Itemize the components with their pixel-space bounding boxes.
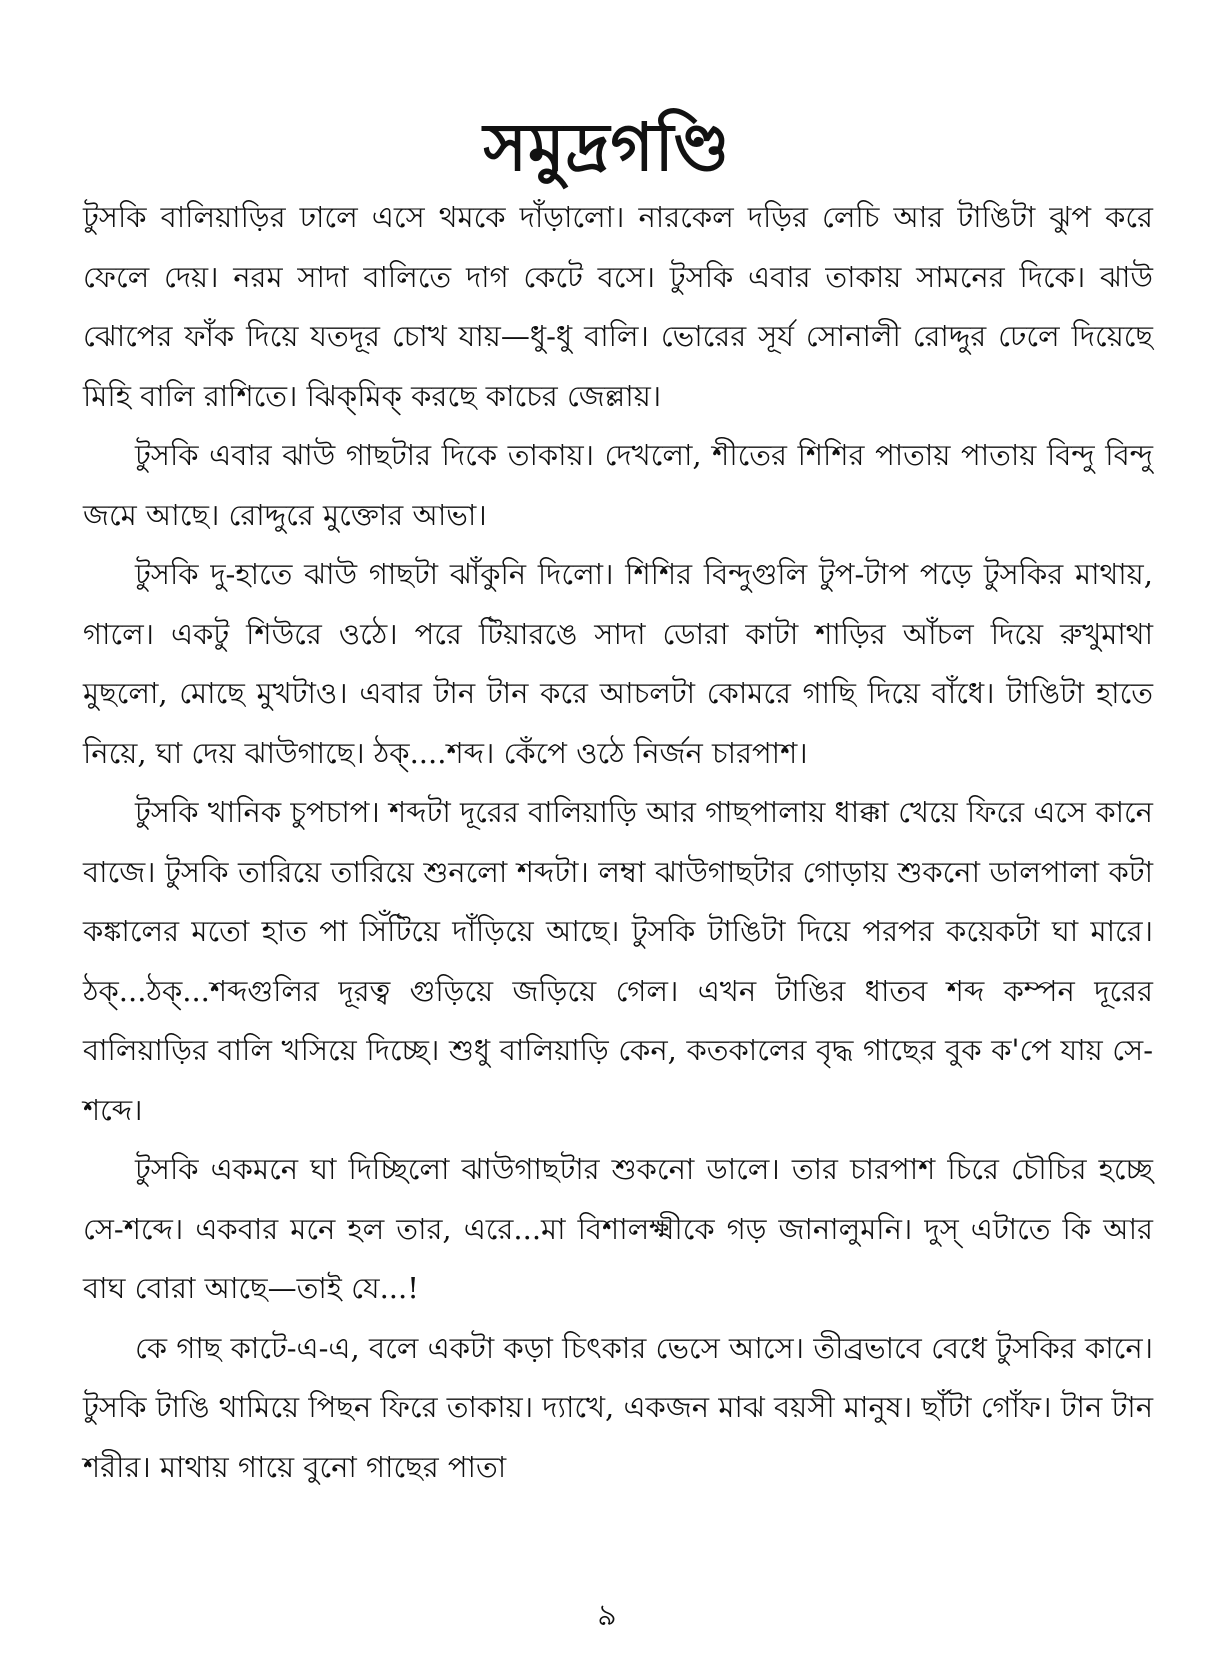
story-title: সমুদ্রগণ্ডি (483, 108, 731, 187)
paragraph-1: টুসকি বালিয়াড়ির ঢালে এসে থমকে দাঁড়ালো। নারকেল দড়ির লেচি আর টাঙিটা ঝুপ করে ফেলে দেয়। নরম সাদা বালিতে দাগ কেটে বসে। টুসকি এবার তাকায় সামনের দিকে। ঝাউ ঝোপের ফাঁক দিয়ে যতদূর চোখ যায়—ধু-ধু বালি। ভোরের সূর্য সোনালী রোদ্দুর ঢেলে দিয়েছে মিহি বালি রাশিতে। ঝিক্‌মিক্ করছে কাচের জেল্লায়। (83, 200, 1163, 413)
page-number: ৯ (597, 1598, 617, 1633)
paragraph-6: কে গাছ কাটে-এ-এ, বলে একটা কড়া চিৎকার ভেসে আসে। তীব্রভাবে বেধে টুসকির কানে। টুসকি টাঙি থামিয়ে পিছন ফিরে তাকায়। দ্যাখে, একজন মাঝ বয়সী মানুষ। ছাঁটা গোঁফ। টান টান শরীর। মাথায় গায়ে বুনো গাছের পাতা (83, 1330, 1163, 1484)
story-body (83, 188, 1163, 1497)
paragraph-5: টুসকি একমনে ঘা দিচ্ছিলো ঝাউগাছটার শুকনো ডালে। তার চারপাশ চিরে চৌচির হচ্ছে সে-শব্দে। একবার মনে হল তার, এরে...মা বিশালক্ষ্মীকে গড় জানালুমনি। দুস্ এটাতে কি আর বাঘ বোরা আছে—তাই যে...! (83, 1152, 1163, 1305)
paragraph-4: টুসকি খানিক চুপচাপ। শব্দটা দূরের বালিয়াড়ি আর গাছপালায় ধাক্কা খেয়ে ফিরে এসে কানে বাজে। টুসকি তারিয়ে তারিয়ে শুনলো শব্দটা। লম্বা ঝাউগাছটার গোড়ায় শুকনো ডালপালা কটা কঙ্কালের মতো হাত পা সিঁটিয়ে দাঁড়িয়ে আছে। টুসকি টাঙিটা দিয়ে পরপর কয়েকটা ঘা মারে। ঠক্...ঠক্...শব্দগুলির দূরত্ব গুড়িয়ে জড়িয়ে গেল। এখন টাঙির ধাতব শব্দ কম্পন দূরের বালিয়াড়ির বালি খসিয়ে দিচ্ছে। শুধু বালিয়াড়ি কেন, কতকালের বৃদ্ধ গাছের বুক ক'পে যায় সে-শব্দে। (83, 795, 1163, 1127)
paragraph-3: টুসকি দু-হাতে ঝাউ গাছটা ঝাঁকুনি দিলো। শিশির বিন্দুগুলি টুপ-টাপ পড়ে টুসকির মাথায়, গালে। একটু শিউরে ওঠে। পরে টিয়ারঙে সাদা ডোরা কাটা শাড়ির আঁচল দিয়ে রুখুমাথা মুছলো, মোছে মুখটাও। এবার টান টান করে আচলটা কোমরে গাছি দিয়ে বাঁধে। টাঙিটা হাতে নিয়ে, ঘা দেয় ঝাউগাছে। ঠক্....শব্দ। কেঁপে ওঠে নির্জন চারপাশ। (83, 557, 1163, 770)
paragraph-2: টুসকি এবার ঝাউ গাছটার দিকে তাকায়। দেখলো, শীতের শিশির পাতায় পাতায় বিন্দু বিন্দু জমে আছে। রোদ্দুরে মুক্তোর আভা। (83, 438, 1163, 532)
